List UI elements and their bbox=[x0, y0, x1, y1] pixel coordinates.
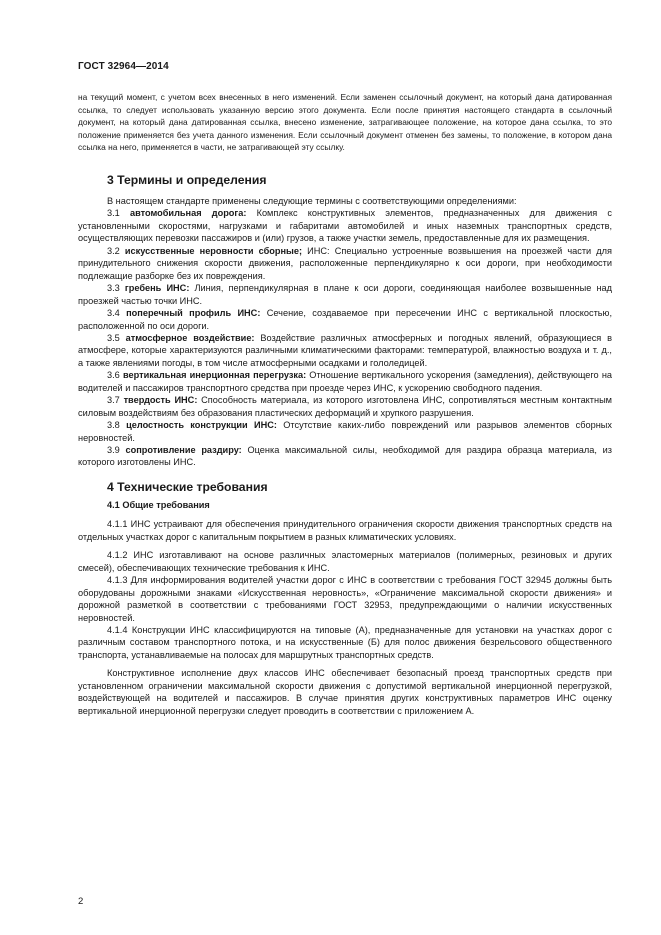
term-number: 3.7 bbox=[107, 395, 124, 406]
term-definition: Способность материала, из которого изготовлена ИНС, сопротивляться местным контактным силовым воздействиям без образования пластических деформаций и хрупкого разрушения. bbox=[78, 395, 613, 418]
term-number: 3.3 bbox=[107, 283, 125, 294]
term-item bbox=[78, 207, 612, 244]
term-item bbox=[78, 245, 612, 282]
term-name: твердость ИНС: bbox=[123, 395, 198, 406]
term-item bbox=[78, 282, 612, 307]
term-item bbox=[78, 444, 612, 469]
term-number: 3.2 bbox=[107, 245, 125, 256]
term-definition: ИНС: Специально устроенные возвышения на проезжей части для принудительного снижения скорости движения, расположенные перпендикулярно к оси дороги, при необходимости подлежащие разборке без их повреждения. bbox=[78, 245, 612, 281]
document-code-header: ГОСТ 32964—2014 bbox=[78, 61, 169, 72]
term-definition: Отсутствие каких-либо повреждений или разрывов элементов сборных неровностей. bbox=[78, 420, 612, 443]
term-name: вертикальная инерционная перегрузка: bbox=[122, 370, 307, 381]
term-definition: Комплекс конструктивных элементов, предназначенных для движения с установленными скоростями, нагрузками и габаритами автомобилей и иных наземных транспортных средств, осуществляющих перевозки пассажиров и (или) грузов, а также участки земель, предоставленные для их размещения. bbox=[78, 208, 612, 244]
term-number: 3.5 bbox=[107, 332, 126, 343]
requirement-paragraph: 4.1.2 ИНС изготавливают на основе различных эластомерных материалов (полимерных, резиновых и других смесей), обеспечивающих технические требования к ИНС. bbox=[78, 550, 612, 573]
term-item bbox=[78, 332, 612, 369]
page-number: 2 bbox=[78, 896, 84, 907]
term-definition: Отношение вертикального ускорения (замедления), действующего на водителей и пассажиров транспортного средства при проезде через ИНС, к ускорению свободного падения. bbox=[78, 370, 612, 393]
requirement-paragraph: Конструктивное исполнение двух классов ИНС обеспечивает безопасный проезд транспортных средств при установленном ограничении максимальной скорости движения с допустимой вертикальной инерционной перегрузкой, воздействующей на водителей и пассажиров. В случае принятия других конструктивных параметров ИНС оценку вертикальной инерционной перегрузки следует проводить в соответствии с приложением А. bbox=[78, 668, 612, 716]
term-definition: Оценка максимальной силы, необходимой для раздира образца материала, из которого изготовлены ИНС. bbox=[78, 445, 613, 468]
term-definition: Сечение, создаваемое при пересечении ИНС с вертикальной плоскостью, расположенной по оси дороги. bbox=[78, 308, 613, 331]
term-number: 3.1 bbox=[107, 208, 130, 219]
term-item bbox=[78, 307, 612, 332]
term-number: 3.8 bbox=[107, 420, 127, 431]
section-3-intro: В настоящем стандарте применены следующие термины с соответствующими определениями: bbox=[107, 195, 517, 206]
term-name: искусственные неровности сборные; bbox=[124, 245, 303, 256]
term-name: поперечный профиль ИНС: bbox=[126, 308, 261, 319]
term-name: атмосферное воздействие: bbox=[125, 332, 255, 343]
term-item bbox=[78, 369, 612, 394]
term-item bbox=[78, 419, 612, 444]
requirement-paragraph: 4.1.1 ИНС устраивают для обеспечения принудительного ограничения скорости движения транспортных средств на отдельных участках дорог с капитальным покрытием в разных климатических условиях. bbox=[78, 519, 612, 542]
term-item bbox=[78, 394, 612, 419]
requirement-paragraph: 4.1.4 Конструкции ИНС классифицируются на типовые (А), предназначенные для установки на участках дорог с различным составом транспортного потока, и на искусственные (Б) для полос движения безрельсового общественного транспорта, устанавливаемые на полосах для маршрутных транспортных средств. bbox=[78, 624, 612, 660]
term-name: автомобильная дорога: bbox=[129, 208, 247, 219]
term-definition: Линия, перпендикулярная в плане к оси дороги, соединяющая наиболее возвышенные над проезжей частью точки ИНС. bbox=[78, 283, 612, 306]
requirement-paragraph: 4.1.3 Для информирования водителей участки дорог с ИНС в соответствии с требования ГОСТ 32945 должны быть оборудованы дорожными знаками «Искусственная неровность», «Ограничение максимальной скорости движения» и дорожной разметкой в соответствии с требованиями ГОСТ 32953, предупреждающими о наличии искусственных неровностей. bbox=[78, 575, 612, 623]
intro-text: на текущий момент, с учетом всех внесенных в него изменений. Если заменен ссылочный документ, на который дана датированная ссылка, то следует использовать указанную версию этого документа. Если после принятия настоящего стандарта в ссылочный документ, на который дана датированная ссылка, внесено изменение, затрагивающее положение, на которое дана ссылка, то это положение применяется без учета данного изменения. Если ссылочный документ отменен без замены, то положение, в котором дана ссылка на него, применяется в части, не затрагивающей эту ссылку. bbox=[78, 92, 612, 153]
subsection-4-1-heading: 4.1 Общие требования bbox=[107, 499, 210, 510]
term-name: целостность конструкции ИНС: bbox=[126, 420, 277, 431]
term-number: 3.6 bbox=[107, 370, 123, 381]
terms-list bbox=[78, 207, 612, 469]
term-definition: Воздействие различных атмосферных и погодных явлений, образующиеся в атмосфере, которые характеризуются различными климатическими факторами: температурой, влажностью воздуха и т. д., а также явлениями погоды, в том числе атмосферными осадками и гололедицей. bbox=[78, 332, 612, 368]
section-4-heading: 4 Технические требования bbox=[107, 479, 268, 494]
term-name: гребень ИНС: bbox=[124, 283, 190, 294]
term-name: сопротивление раздиру: bbox=[125, 445, 242, 456]
section-3-heading: 3 Термины и определения bbox=[107, 172, 267, 187]
page-content bbox=[78, 91, 612, 717]
term-number: 3.4 bbox=[107, 308, 127, 319]
term-number: 3.9 bbox=[107, 445, 126, 456]
